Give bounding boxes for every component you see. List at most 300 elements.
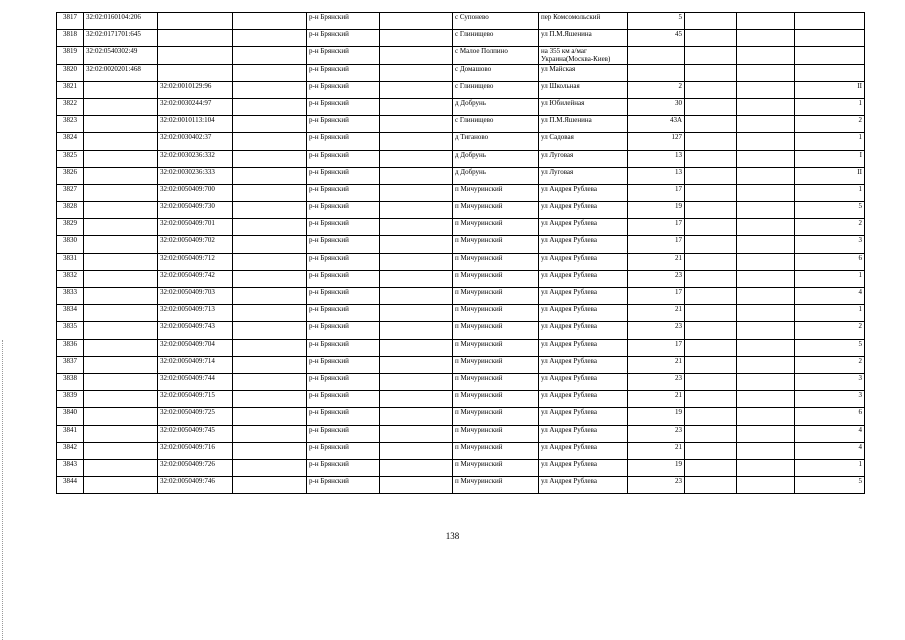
cell-empty [380,202,453,219]
cell-empty [685,64,737,81]
cell-building-cadastral-number: 32:02:0050409:701 [158,219,233,236]
cell-apartment-number: 2 [795,116,865,133]
cell-district: р-н Брянский [307,288,380,305]
cell-empty [380,425,453,442]
cell-house-number: 13 [628,150,685,167]
cell-apartment-number: 1 [795,98,865,115]
table-row [57,253,865,270]
cell-empty [233,356,307,373]
cell-row-number: 3821 [57,81,84,98]
cell-cadastral-number [84,167,158,184]
cell-row-number: 3838 [57,373,84,390]
cell-empty [737,184,795,201]
cell-locality: д Добрунь [453,167,539,184]
cell-locality: п Мичуринский [453,373,539,390]
cell-locality: п Мичуринский [453,219,539,236]
table-row [57,322,865,339]
cell-apartment-number: 5 [795,477,865,494]
cell-building-cadastral-number: 32:02:0030236:332 [158,150,233,167]
page-edge-mark [2,340,4,640]
table-row [57,288,865,305]
cell-apartment-number: I [795,150,865,167]
cell-empty [737,356,795,373]
cell-district: р-н Брянский [307,322,380,339]
cell-empty [233,13,307,30]
cell-empty [685,81,737,98]
cell-cadastral-number [84,270,158,287]
cell-house-number: 21 [628,442,685,459]
cell-row-number: 3830 [57,236,84,253]
cell-building-cadastral-number: 32:02:0050409:700 [158,184,233,201]
cell-empty [380,253,453,270]
cell-cadastral-number [84,253,158,270]
cell-district: р-н Брянский [307,391,380,408]
cell-empty [380,167,453,184]
cell-house-number [628,47,685,64]
cell-street: ул Андрея Рублева [539,253,628,270]
cell-empty [233,408,307,425]
cell-building-cadastral-number: 32:02:0050409:714 [158,356,233,373]
cell-empty [380,442,453,459]
cell-empty [737,288,795,305]
cell-empty [737,339,795,356]
cell-district: р-н Брянский [307,13,380,30]
cell-locality: п Мичуринский [453,391,539,408]
cell-building-cadastral-number: 32:02:0050409:742 [158,270,233,287]
table-row [57,477,865,494]
cell-house-number: 30 [628,98,685,115]
cell-empty [233,459,307,476]
cell-district: р-н Брянский [307,408,380,425]
cell-building-cadastral-number: 32:02:0050409:713 [158,305,233,322]
cell-house-number: 17 [628,288,685,305]
cell-locality: п Мичуринский [453,270,539,287]
cell-empty [685,356,737,373]
cell-row-number: 3820 [57,64,84,81]
cell-locality: п Мичуринский [453,442,539,459]
table-row [57,305,865,322]
cell-house-number: 17 [628,219,685,236]
cell-empty [685,236,737,253]
cell-empty [737,98,795,115]
table-row [57,81,865,98]
cell-locality: п Мичуринский [453,236,539,253]
cell-empty [737,167,795,184]
cell-empty [233,373,307,390]
cell-empty [737,305,795,322]
cell-empty [685,202,737,219]
cell-cadastral-number [84,356,158,373]
cell-locality: п Мичуринский [453,425,539,442]
cell-row-number: 3832 [57,270,84,287]
cell-locality: с Глинищево [453,116,539,133]
cell-cadastral-number [84,339,158,356]
cell-apartment-number: 1 [795,270,865,287]
cell-district: р-н Брянский [307,459,380,476]
cell-apartment-number [795,30,865,47]
cell-apartment-number: 5 [795,339,865,356]
cell-district: р-н Брянский [307,339,380,356]
cell-apartment-number: II [795,167,865,184]
cell-street: ул Андрея Рублева [539,373,628,390]
cell-street: ул Андрея Рублева [539,184,628,201]
cell-district: р-н Брянский [307,184,380,201]
cell-cadastral-number [84,184,158,201]
cell-cadastral-number [84,391,158,408]
cell-district: р-н Брянский [307,64,380,81]
cell-district: р-н Брянский [307,150,380,167]
cell-district: р-н Брянский [307,116,380,133]
cell-building-cadastral-number: 32:02:0010113:104 [158,116,233,133]
cell-street: ул Андрея Рублева [539,477,628,494]
cell-locality: п Мичуринский [453,322,539,339]
cell-row-number: 3826 [57,167,84,184]
cell-empty [737,219,795,236]
cell-house-number: 17 [628,236,685,253]
cell-empty [737,373,795,390]
cell-building-cadastral-number: 32:02:0030402:37 [158,133,233,150]
cell-building-cadastral-number: 32:02:0050409:746 [158,477,233,494]
cell-empty [233,98,307,115]
cell-empty [233,81,307,98]
cell-empty [685,408,737,425]
cell-house-number: 23 [628,270,685,287]
cell-empty [737,442,795,459]
cell-empty [685,219,737,236]
cell-street: ул П.М.Яшенина [539,116,628,133]
cell-row-number: 3841 [57,425,84,442]
table-row [57,459,865,476]
cell-empty [737,408,795,425]
cell-apartment-number [795,47,865,64]
cell-cadastral-number [84,81,158,98]
cell-locality: п Мичуринский [453,339,539,356]
cell-district: р-н Брянский [307,133,380,150]
table-row [57,150,865,167]
cell-empty [685,184,737,201]
cell-street: пер Комсомольский [539,13,628,30]
cell-empty [233,442,307,459]
table-row [57,408,865,425]
cell-empty [233,270,307,287]
cell-row-number: 3819 [57,47,84,64]
cell-cadastral-number [84,133,158,150]
cell-cadastral-number: 32:02:0160104:206 [84,13,158,30]
cell-house-number: 43А [628,116,685,133]
cell-district: р-н Брянский [307,81,380,98]
cell-locality: п Мичуринский [453,202,539,219]
table-row [57,442,865,459]
cell-street: ул Андрея Рублева [539,322,628,339]
cell-house-number: 23 [628,322,685,339]
cell-house-number: 19 [628,408,685,425]
cell-apartment-number: 1 [795,184,865,201]
cell-empty [380,236,453,253]
cell-cadastral-number: 32:02:0171701:645 [84,30,158,47]
cell-house-number: 21 [628,305,685,322]
cell-empty [685,391,737,408]
cell-cadastral-number [84,236,158,253]
cell-locality: п Мичуринский [453,459,539,476]
cell-street: ул Школьная [539,81,628,98]
table-row [57,236,865,253]
cell-empty [233,322,307,339]
cell-house-number: 13 [628,167,685,184]
cell-empty [380,373,453,390]
cell-street: ул Луговая [539,150,628,167]
table-row [57,391,865,408]
cell-cadastral-number [84,98,158,115]
cell-empty [685,167,737,184]
cell-street: ул Майская [539,64,628,81]
cell-street: ул Садовая [539,133,628,150]
cell-cadastral-number [84,373,158,390]
cell-locality: п Мичуринский [453,184,539,201]
cell-empty [737,47,795,64]
cell-district: р-н Брянский [307,30,380,47]
cell-empty [380,391,453,408]
cell-street: ул Луговая [539,167,628,184]
cell-empty [685,322,737,339]
cell-house-number: 5 [628,13,685,30]
cell-house-number [628,64,685,81]
cell-empty [233,305,307,322]
cell-building-cadastral-number: 32:02:0050409:725 [158,408,233,425]
cell-locality: п Мичуринский [453,305,539,322]
cell-empty [685,425,737,442]
cell-building-cadastral-number: 32:02:0050409:730 [158,202,233,219]
cell-cadastral-number [84,150,158,167]
cell-empty [737,150,795,167]
cell-empty [737,116,795,133]
cell-house-number: 17 [628,184,685,201]
cell-street: ул Андрея Рублева [539,425,628,442]
cell-district: р-н Брянский [307,373,380,390]
cell-building-cadastral-number: 32:02:0030236:333 [158,167,233,184]
cell-empty [233,477,307,494]
cell-street: ул Андрея Рублева [539,391,628,408]
cell-empty [685,373,737,390]
cell-district: р-н Брянский [307,270,380,287]
cell-locality: с Глинищево [453,30,539,47]
cell-empty [380,47,453,64]
cell-empty [233,64,307,81]
cell-empty [737,13,795,30]
cell-locality: п Мичуринский [453,253,539,270]
cell-empty [380,219,453,236]
cell-empty [233,116,307,133]
cell-building-cadastral-number: 32:02:0050409:744 [158,373,233,390]
table-row [57,425,865,442]
cell-apartment-number: 1 [795,133,865,150]
cell-building-cadastral-number: 32:02:0050409:726 [158,459,233,476]
cell-empty [233,30,307,47]
cell-building-cadastral-number: 32:02:0050409:702 [158,236,233,253]
cell-empty [380,356,453,373]
cell-house-number: 2 [628,81,685,98]
table-row [57,356,865,373]
cell-empty [737,425,795,442]
cell-apartment-number: 4 [795,442,865,459]
cell-cadastral-number [84,425,158,442]
cell-empty [685,442,737,459]
cell-house-number: 23 [628,477,685,494]
cell-district: р-н Брянский [307,98,380,115]
table-row [57,47,865,64]
cell-street: ул Андрея Рублева [539,442,628,459]
cell-cadastral-number [84,202,158,219]
cell-empty [380,288,453,305]
cell-street: ул Андрея Рублева [539,459,628,476]
cell-street: ул Андрея Рублева [539,305,628,322]
cell-empty [685,116,737,133]
cell-empty [380,477,453,494]
cell-row-number: 3835 [57,322,84,339]
cell-apartment-number: 2 [795,356,865,373]
cell-locality: с Домашово [453,64,539,81]
cell-cadastral-number [84,408,158,425]
cell-district: р-н Брянский [307,356,380,373]
cell-district: р-н Брянский [307,236,380,253]
cell-row-number: 3839 [57,391,84,408]
cell-empty [737,391,795,408]
cell-row-number: 3840 [57,408,84,425]
cell-house-number: 21 [628,391,685,408]
cell-apartment-number: 3 [795,391,865,408]
cell-apartment-number [795,64,865,81]
cell-row-number: 3843 [57,459,84,476]
table-row [57,98,865,115]
cell-street: ул Юбилейная [539,98,628,115]
cell-building-cadastral-number: 32:02:0050409:704 [158,339,233,356]
cell-empty [737,236,795,253]
cell-building-cadastral-number [158,64,233,81]
cell-house-number: 23 [628,373,685,390]
cell-building-cadastral-number: 32:02:0050409:716 [158,442,233,459]
cell-cadastral-number: 32:02:0540302:49 [84,47,158,64]
cell-row-number: 3823 [57,116,84,133]
cell-building-cadastral-number: 32:02:0050409:745 [158,425,233,442]
cell-district: р-н Брянский [307,202,380,219]
cell-empty [685,47,737,64]
cell-row-number: 3829 [57,219,84,236]
cell-locality: с Глинищево [453,81,539,98]
table-row [57,167,865,184]
cell-row-number: 3817 [57,13,84,30]
cell-street: ул Андрея Рублева [539,288,628,305]
cell-building-cadastral-number [158,30,233,47]
cell-street: ул Андрея Рублева [539,236,628,253]
cell-empty [685,30,737,47]
cell-row-number: 3828 [57,202,84,219]
cell-empty [737,322,795,339]
table-row [57,184,865,201]
cell-empty [685,288,737,305]
cell-row-number: 3836 [57,339,84,356]
cell-empty [685,270,737,287]
cell-house-number: 19 [628,202,685,219]
cell-apartment-number: 1 [795,459,865,476]
cell-cadastral-number: 32:02:0020201:468 [84,64,158,81]
cell-apartment-number: 2 [795,322,865,339]
cell-empty [233,253,307,270]
cell-cadastral-number [84,442,158,459]
cell-cadastral-number [84,477,158,494]
cell-empty [737,30,795,47]
cell-street: ул Андрея Рублева [539,356,628,373]
cell-row-number: 3822 [57,98,84,115]
cell-apartment-number: 3 [795,236,865,253]
cell-district: р-н Брянский [307,477,380,494]
cell-street: ул Андрея Рублева [539,202,628,219]
cell-street: ул Андрея Рублева [539,408,628,425]
cell-empty [233,150,307,167]
table-row [57,13,865,30]
cell-cadastral-number [84,116,158,133]
cell-empty [380,305,453,322]
cell-empty [380,339,453,356]
cell-empty [380,459,453,476]
cell-empty [685,13,737,30]
table-row [57,339,865,356]
cell-empty [380,133,453,150]
cell-empty [737,253,795,270]
table-row [57,219,865,236]
cell-district: р-н Брянский [307,442,380,459]
cell-locality: с Супонево [453,13,539,30]
cell-empty [233,288,307,305]
cell-apartment-number: 4 [795,425,865,442]
table-row [57,202,865,219]
cell-locality: п Мичуринский [453,288,539,305]
cell-empty [685,150,737,167]
cell-street: ул Андрея Рублева [539,219,628,236]
cell-empty [380,322,453,339]
cell-empty [380,98,453,115]
cell-house-number: 21 [628,356,685,373]
cell-empty [233,339,307,356]
cell-apartment-number: II [795,81,865,98]
cell-empty [233,236,307,253]
table-row [57,373,865,390]
cell-building-cadastral-number: 32:02:0050409:743 [158,322,233,339]
cell-empty [380,64,453,81]
cell-house-number: 127 [628,133,685,150]
cell-cadastral-number [84,219,158,236]
cell-row-number: 3831 [57,253,84,270]
cell-empty [380,13,453,30]
cell-empty [380,81,453,98]
cell-house-number: 45 [628,30,685,47]
cell-locality: п Мичуринский [453,477,539,494]
cell-house-number: 19 [628,459,685,476]
cell-district: р-н Брянский [307,47,380,64]
cell-apartment-number: 6 [795,408,865,425]
cell-empty [233,133,307,150]
cell-empty [685,339,737,356]
cell-district: р-н Брянский [307,167,380,184]
cell-row-number: 3827 [57,184,84,201]
table-row [57,30,865,47]
cell-locality: д Добрунь [453,98,539,115]
cell-apartment-number: 3 [795,373,865,390]
cell-empty [737,202,795,219]
cell-house-number: 23 [628,425,685,442]
cell-house-number: 17 [628,339,685,356]
cell-empty [737,459,795,476]
cell-street: на 355 км а/маг Украина(Москва-Киев) [539,47,628,64]
cell-apartment-number: 2 [795,219,865,236]
